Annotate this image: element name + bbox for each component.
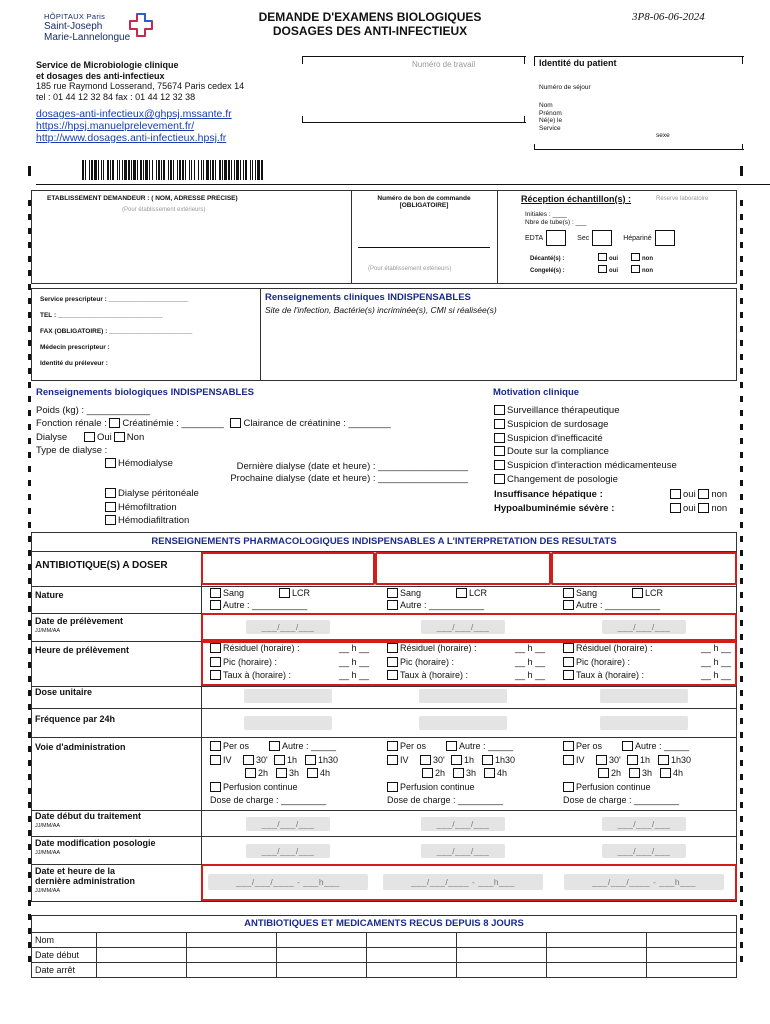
congele-non-label: non (642, 268, 653, 274)
fonction-renale-label: Fonction rénale : (36, 418, 107, 430)
date-prelevement-text: Date de prélèvement (35, 616, 124, 626)
decante-oui-label: oui (609, 256, 618, 262)
date-modification-field[interactable]: ___/___/___ (246, 844, 330, 858)
hemodiafiltration-checkbox[interactable] (105, 515, 116, 525)
document-reference: 3P8-06-06-2024 (632, 11, 705, 23)
hemodialyse-label: Hémodialyse (118, 458, 173, 469)
residuel-time[interactable]: __ h __ (700, 643, 731, 653)
lcr-label: LCR (469, 588, 488, 598)
iv-2h-label: 2h (435, 768, 446, 778)
date-modification-field[interactable]: ___/___/___ (421, 844, 505, 858)
patient-nom: Nom (539, 102, 553, 109)
lcr-checkbox[interactable] (279, 588, 290, 598)
bio-title: Renseignements biologiques INDISPENSABLES (36, 387, 255, 398)
meds-row-label: Date arrêt (35, 965, 76, 975)
sang-label: Sang (576, 588, 598, 598)
service-name-2: et dosages des anti-infectieux (36, 70, 165, 81)
taux-checkbox[interactable] (563, 670, 574, 680)
residuel-label: Résiduel (horaire) : (223, 643, 300, 653)
date-format-hint: JJ/MM/AA (35, 823, 61, 829)
hypoalb-oui-checkbox[interactable] (670, 503, 681, 513)
date-modification-label (35, 838, 156, 858)
taux-time[interactable]: __ h __ (338, 670, 369, 680)
derniere-dialyse[interactable]: Dernière dialyse (date et heure) : _________________ (236, 461, 468, 472)
congele-oui-label: oui (609, 268, 618, 274)
meds-row-label: Date début (35, 950, 80, 960)
autre-voie-checkbox[interactable] (269, 741, 280, 751)
iv-checkbox[interactable] (563, 755, 574, 765)
dose-unitaire-field[interactable] (419, 689, 507, 703)
sang-label: Sang (400, 588, 422, 598)
pic-time[interactable]: __ h __ (700, 656, 731, 667)
hemofiltration-label: Hémofiltration (118, 501, 177, 513)
per-os-checkbox[interactable] (210, 741, 221, 751)
commande-title-1: Numéro de bon de commande (377, 195, 471, 202)
motivation-item[interactable] (494, 418, 677, 432)
date-prelevement-label (35, 616, 123, 636)
motivation-item-label: Surveillance thérapeutique (507, 405, 620, 416)
heure-prelevement-label: Heure de prélèvement (35, 645, 130, 655)
iv-2h-checkbox[interactable] (245, 768, 256, 778)
perfusion-checkbox[interactable] (210, 782, 221, 792)
iv-3h-checkbox[interactable] (276, 768, 287, 778)
commande-title (356, 195, 492, 209)
derniere-administration-label (35, 866, 135, 896)
heparine-checkbox[interactable] (655, 230, 675, 246)
date-modification-field[interactable]: ___/___/___ (602, 844, 686, 858)
motivation-item[interactable] (494, 473, 677, 487)
autre-voie-checkbox[interactable] (446, 741, 457, 751)
motivation-checkbox[interactable] (494, 460, 505, 470)
lcr-checkbox[interactable] (632, 588, 643, 598)
perfusion-label: Perfusion continue (223, 781, 298, 792)
residuel-time[interactable]: __ h __ (338, 643, 369, 653)
frequence-field[interactable] (244, 716, 332, 730)
date-debut-field[interactable]: ___/___/___ (602, 817, 686, 831)
hypoalbuminemie-label: Hypoalbuminémie sévère : (494, 503, 615, 514)
logo-line-1: HÔPITAUX Paris (44, 12, 106, 21)
iv-3h-checkbox[interactable] (629, 768, 640, 778)
antibiotique-label: ANTIBIOTIQUE(S) A DOSER (35, 560, 168, 571)
hemodialyse-checkbox[interactable] (105, 458, 116, 468)
taux-label: Taux à (horaire) : (400, 670, 469, 680)
meds-title: ANTIBIOTIQUES ET MEDICAMENTS RECUS DEPUIS 8 JOURS (244, 918, 524, 929)
patient-identity-box[interactable] (534, 56, 746, 152)
motivation-item-label: Suspicion d'inefficacité (507, 432, 603, 444)
motivation-title: Motivation clinique (493, 387, 580, 398)
per-os-label: Per os (400, 741, 427, 751)
insuffisance-non-label: non (711, 489, 728, 500)
sang-label: Sang (223, 588, 245, 598)
motivation-checkbox[interactable] (494, 446, 505, 456)
iv-label: IV (223, 754, 232, 765)
iv-2h-checkbox[interactable] (422, 768, 433, 778)
taux-time[interactable]: __ h __ (514, 670, 545, 680)
fax-prescripteur[interactable]: FAX (OBLIGATOIRE) : _______________________ (40, 328, 193, 335)
perfusion-label: Perfusion continue (576, 781, 651, 792)
etablissement-sub: (Pour établissement extérieurs) (122, 207, 206, 213)
iv-label: IV (576, 754, 585, 765)
derniere-admin-field[interactable]: ___/___/____ - ___h___ (208, 874, 368, 890)
derniere-admin-field[interactable]: ___/___/____ - ___h___ (383, 874, 543, 890)
alignment-marker (28, 166, 31, 176)
iv-1h-checkbox[interactable] (274, 755, 285, 765)
clairance-checkbox[interactable] (230, 418, 241, 428)
pic-time[interactable]: __ h __ (338, 656, 369, 667)
dose-unitaire-field[interactable] (600, 689, 688, 703)
commande-title-2: [OBLIGATOIRE] (399, 202, 449, 209)
autre-nature-checkbox[interactable] (210, 600, 221, 610)
commande-sub: (Pour établissement extérieurs) (368, 266, 452, 272)
meds-row-label: Nom (35, 935, 55, 945)
dialyse-peritoneale-label: Dialyse péritonéale (118, 488, 199, 499)
numero-travail-label: Numéro de travail (412, 60, 476, 69)
date-debut-text: Date début du traitement (35, 811, 142, 821)
iv-checkbox[interactable] (210, 755, 221, 765)
lcr-checkbox[interactable] (456, 588, 467, 598)
poids-field[interactable]: Poids (kg) : ____________ (36, 405, 151, 416)
dose-charge-field[interactable]: Dose de charge : _________ (387, 795, 504, 805)
dose-unitaire-label: Dose unitaire (35, 687, 93, 697)
iv-30-checkbox[interactable] (243, 755, 254, 765)
commande-input-line[interactable] (358, 247, 490, 248)
date-prelevement-field[interactable]: ___/___/___ (602, 620, 686, 634)
taux-label: Taux à (horaire) : (223, 670, 292, 680)
residuel-checkbox[interactable] (387, 643, 398, 653)
form-title-line-1: DEMANDE D'EXAMENS BIOLOGIQUES (258, 10, 482, 24)
motivation-item[interactable] (494, 445, 677, 459)
taux-checkbox[interactable] (210, 670, 221, 680)
iv-2h-label: 2h (611, 768, 622, 778)
patient-sejour: Numéro de séjour (539, 84, 591, 91)
antibiotique-1-input[interactable] (201, 552, 375, 585)
dialyse-non-checkbox[interactable] (114, 432, 125, 442)
patient-ne: Né(e) le (539, 117, 563, 124)
decante-non-label: non (642, 256, 653, 262)
iv-label: IV (400, 754, 409, 765)
date-debut-field[interactable]: ___/___/___ (421, 817, 505, 831)
iv-4h-label: 4h (673, 768, 684, 778)
per-os-checkbox[interactable] (563, 741, 574, 751)
hypoalb-non-checkbox[interactable] (698, 503, 709, 513)
iv-1h30-checkbox[interactable] (305, 755, 316, 765)
iv-4h-checkbox[interactable] (484, 768, 495, 778)
service-url1-link[interactable]: https://hpsj.manuelprelevement.fr/ (36, 120, 195, 132)
congele-oui-checkbox[interactable] (598, 265, 607, 273)
iv-4h-checkbox[interactable] (660, 768, 671, 778)
taux-checkbox[interactable] (387, 670, 398, 680)
type-dialyse-label: Type de dialyse : (36, 444, 108, 456)
iv-4h-label: 4h (320, 768, 331, 778)
pic-time[interactable]: __ h __ (514, 656, 545, 667)
iv-3h-label: 3h (466, 768, 477, 778)
service-url2-link[interactable]: http://www.dosages.anti-infectieux.hpsj.fr (36, 132, 227, 144)
barcode (82, 160, 462, 180)
tel-prescripteur[interactable]: TEL : _____________________________ (40, 312, 163, 319)
motivation-item[interactable] (494, 404, 677, 418)
iv-30-checkbox[interactable] (596, 755, 607, 765)
iv-3h-label: 3h (289, 768, 300, 778)
decante-oui-checkbox[interactable] (598, 253, 607, 261)
decante-label: Décanté(s) : (530, 256, 565, 262)
sang-checkbox[interactable] (210, 588, 221, 598)
motivation-item-label: Suspicion d'interaction médicamenteuse (507, 460, 677, 472)
pic-checkbox[interactable] (387, 657, 398, 667)
dose-charge-field[interactable]: Dose de charge : _________ (210, 795, 327, 805)
service-phone: tel : 01 44 12 32 84 fax : 01 44 12 32 38 (36, 91, 196, 102)
lcr-label: LCR (645, 588, 664, 598)
logo-line-3: Marie-Lannelongue (44, 32, 131, 43)
reception-nbre: Nbre de tube(s) : ___ (525, 218, 587, 226)
insuffisance-hepatique-label: Insuffisance hépatique : (494, 489, 603, 500)
medecin-prescripteur[interactable]: Médecin prescripteur : (40, 344, 110, 351)
iv-1h30-checkbox[interactable] (658, 755, 669, 765)
taux-time[interactable]: __ h __ (700, 670, 731, 680)
sang-checkbox[interactable] (387, 588, 398, 598)
dialyse-oui-checkbox[interactable] (84, 432, 95, 442)
date-format-hint: JJ/MM/AA (35, 628, 61, 634)
clairance-label: Clairance de créatinine : ________ (243, 418, 391, 430)
insuffisance-oui-label: oui (683, 489, 696, 500)
hemofiltration-checkbox[interactable] (105, 502, 116, 512)
edta-label: EDTA (525, 234, 544, 242)
autre-nature-label[interactable]: Autre : ___________ (223, 600, 308, 610)
cliniques-title: Renseignements cliniques INDISPENSABLES (265, 292, 471, 303)
motivation-checkbox[interactable] (494, 474, 505, 484)
date-prelevement-field[interactable]: ___/___/___ (246, 620, 330, 634)
residuel-label: Résiduel (horaire) : (576, 643, 653, 653)
etablissement-title: ETABLISSEMENT DEMANDEUR : ( NOM, ADRESSE PRECISE) (47, 195, 238, 202)
nature-label: Nature (35, 590, 64, 600)
patient-prenom: Prénom (539, 109, 562, 117)
creatinemie-label: Créatinémie : ________ (122, 418, 224, 430)
autre-nature-checkbox[interactable] (563, 600, 574, 610)
dialyse-label: Dialyse (36, 431, 68, 443)
per-os-label: Per os (223, 741, 250, 751)
hospital-logo (44, 12, 156, 52)
residuel-checkbox[interactable] (563, 643, 574, 653)
pharma-title: RENSEIGNEMENTS PHARMACOLOGIQUES INDISPENSABLES A L'INTERPRETATION DES RESULTATS (151, 536, 617, 547)
service-address: 185 rue Raymond Losserand, 75674 Paris cedex 14 (36, 81, 245, 91)
autre-voie-label[interactable]: Autre : _____ (459, 741, 514, 751)
sec-label: Sec (577, 234, 590, 242)
iv-3h-label: 3h (642, 768, 653, 778)
date-modification-text: Date modification posologie (35, 838, 156, 848)
per-os-checkbox[interactable] (387, 741, 398, 751)
date-format-hint: JJ/MM/AA (35, 850, 61, 856)
date-debut-field[interactable]: ___/___/___ (246, 817, 330, 831)
date-prelevement-field[interactable]: ___/___/___ (421, 620, 505, 634)
motivation-item[interactable] (494, 459, 677, 473)
iv-1h-checkbox[interactable] (451, 755, 462, 765)
decante-non-checkbox[interactable] (631, 253, 640, 261)
prochaine-dialyse[interactable]: Prochaine dialyse (date et heure) : _________________ (230, 473, 468, 484)
heparine-label: Hépariné (623, 234, 652, 242)
derniere-admin-line1: Date et heure de la (35, 866, 116, 876)
autre-voie-checkbox[interactable] (622, 741, 633, 751)
patient-service: Service (539, 124, 561, 132)
creatinemie-checkbox[interactable] (109, 418, 120, 428)
insuffisance-oui-checkbox[interactable] (670, 489, 681, 499)
pic-label: Pic (horaire) : (576, 656, 631, 667)
reception-title: Réception échantillon(s) : (521, 194, 632, 204)
dialyse-non-label: Non (126, 431, 145, 443)
patient-title: Identité du patient (539, 58, 617, 68)
per-os-label: Per os (576, 741, 603, 751)
logo-cross-icon (128, 12, 154, 38)
autre-nature-label[interactable]: Autre : ___________ (576, 600, 661, 610)
insuffisance-non-checkbox[interactable] (698, 489, 709, 499)
hemodiafiltration-label: Hémodiafiltration (118, 515, 190, 526)
lcr-label: LCR (292, 588, 311, 598)
alignment-marker (740, 166, 743, 176)
pic-label: Pic (horaire) : (400, 656, 455, 667)
perfusion-checkbox[interactable] (387, 782, 398, 792)
dose-unitaire-field[interactable] (244, 689, 332, 703)
cliniques-sub: Site de l'infection, Bactérie(s) incriminée(s), CMI si réalisée(s) (265, 305, 497, 315)
iv-1h-label: 1h (640, 754, 651, 765)
iv-1h-label: 1h (464, 754, 475, 765)
reception-initiales: Initiales : ____ (525, 211, 567, 218)
iv-1h-checkbox[interactable] (627, 755, 638, 765)
numero-travail-box[interactable] (302, 56, 526, 132)
date-format-hint: JJ/MM/AA (35, 888, 61, 894)
iv-1h30-checkbox[interactable] (482, 755, 493, 765)
form-title (200, 10, 540, 38)
iv-30-checkbox[interactable] (420, 755, 431, 765)
iv-1h-label: 1h (287, 754, 298, 765)
iv-4h-label: 4h (497, 768, 508, 778)
motivation-checkbox[interactable] (494, 405, 505, 415)
residuel-time[interactable]: __ h __ (514, 643, 545, 653)
residuel-checkbox[interactable] (210, 643, 221, 653)
frequence-label: Fréquence par 24h (35, 714, 116, 724)
iv-2h-checkbox[interactable] (598, 768, 609, 778)
motivation-item[interactable] (494, 432, 677, 446)
dialyse-peritoneale-checkbox[interactable] (105, 488, 116, 498)
pic-checkbox[interactable] (563, 657, 574, 667)
service-name-1: Service de Microbiologie clinique (36, 60, 179, 70)
autre-nature-label[interactable]: Autre : ___________ (400, 600, 485, 610)
sec-checkbox[interactable] (592, 230, 612, 246)
dialyse-oui-label: Oui (97, 431, 112, 443)
derniere-admin-line2: dernière administration (35, 876, 136, 886)
autre-voie-label[interactable]: Autre : _____ (635, 741, 690, 751)
reception-reserve: Réserve laboratoire (656, 196, 709, 202)
derniere-admin-field[interactable]: ___/___/____ - ___h___ (564, 874, 724, 890)
patient-sexe: sexe (656, 132, 670, 139)
iv-1h30-label: 1h30 (671, 754, 692, 765)
pic-label: Pic (horaire) : (223, 656, 278, 667)
dose-charge-field[interactable]: Dose de charge : _________ (563, 795, 680, 805)
frequence-field[interactable] (419, 716, 507, 730)
perfusion-checkbox[interactable] (563, 782, 574, 792)
frequence-field[interactable] (600, 716, 688, 730)
identite-preleveur[interactable]: Identité du préleveur : (40, 360, 108, 367)
perfusion-label: Perfusion continue (400, 781, 475, 792)
antibiotique-3-input[interactable] (551, 552, 737, 585)
taux-label: Taux à (horaire) : (576, 670, 645, 680)
iv-30-label: 30' (433, 754, 445, 765)
hypoalb-non-label: non (711, 503, 728, 514)
service-block (36, 60, 296, 144)
form-title-line-2: DOSAGES DES ANTI-INFECTIEUX (272, 24, 468, 38)
motivation-item-label: Suspicion de surdosage (507, 418, 609, 430)
iv-30-label: 30' (256, 754, 268, 765)
antibiotique-2-input[interactable] (375, 552, 551, 585)
service-email-link[interactable]: dosages-anti-infectieux@ghpsj.mssante.fr (36, 108, 232, 120)
motivation-checkbox[interactable] (494, 419, 505, 429)
logo-line-2: Saint-Joseph (44, 21, 103, 32)
service-prescripteur[interactable]: Service prescripteur : ______________________ (40, 296, 189, 303)
motivation-list (494, 404, 677, 487)
sang-checkbox[interactable] (563, 588, 574, 598)
iv-checkbox[interactable] (387, 755, 398, 765)
motivation-item-label: Changement de posologie (507, 473, 618, 485)
congele-non-checkbox[interactable] (631, 265, 640, 273)
edta-checkbox[interactable] (546, 230, 566, 246)
iv-30-label: 30' (609, 754, 621, 765)
congele-label: Congelé(s) : (530, 268, 565, 274)
autre-voie-label[interactable]: Autre : _____ (282, 741, 337, 751)
voie-administration-label: Voie d'administration (35, 742, 126, 752)
motivation-item-label: Doute sur la compliance (507, 446, 609, 458)
iv-1h30-label: 1h30 (318, 754, 339, 765)
iv-2h-label: 2h (258, 768, 269, 778)
header-divider (36, 184, 770, 185)
residuel-label: Résiduel (horaire) : (400, 643, 477, 653)
iv-3h-checkbox[interactable] (453, 768, 464, 778)
hypoalb-oui-label: oui (683, 503, 696, 514)
autre-nature-checkbox[interactable] (387, 600, 398, 610)
iv-4h-checkbox[interactable] (307, 768, 318, 778)
iv-1h30-label: 1h30 (495, 754, 516, 765)
date-debut-label (35, 811, 141, 831)
pic-checkbox[interactable] (210, 657, 221, 667)
motivation-checkbox[interactable] (494, 433, 505, 443)
